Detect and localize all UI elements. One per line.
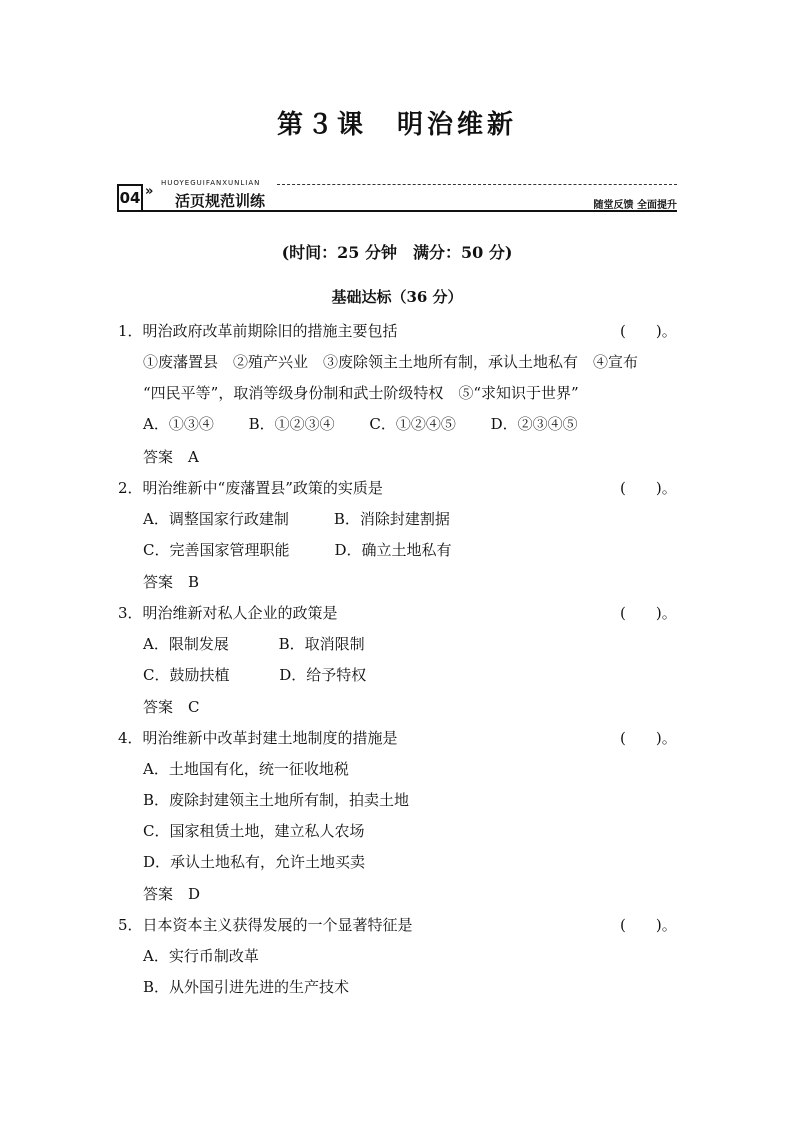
banner-slogan: 随堂反馈 全面提升 <box>593 200 677 211</box>
question-stem: 2．明治维新中“废藩置县”政策的实质是 <box>118 479 383 497</box>
banner-name: 活页规范训练 <box>175 192 266 210</box>
banner-number: 04 <box>117 184 143 212</box>
section-banner <box>117 179 677 212</box>
answer-blank: ( )。 <box>620 479 677 497</box>
question-stem: 1．明治政府改革前期除旧的措施主要包括 <box>118 322 398 340</box>
banner-rule <box>117 210 677 212</box>
answer-line: 答案 A <box>143 448 199 466</box>
question-stem: 5．日本资本主义获得发展的一个显著特征是 <box>118 916 413 934</box>
option-line: A．限制发展 B．取消限制 <box>143 635 365 653</box>
answer-blank: ( )。 <box>620 729 677 747</box>
section-heading: 基础达标（36 分） <box>331 288 463 306</box>
banner-dash-line <box>277 184 677 185</box>
option-line: C．国家租赁土地，建立私人农场 <box>143 822 365 840</box>
option-line: B．从外国引进先进的生产技术 <box>143 978 350 996</box>
option-line: ①废藩置县 ②殖产兴业 ③废除领主土地所有制，承认土地私有 ④宣布 <box>143 353 639 371</box>
question-stem: 4．明治维新中改革封建土地制度的措施是 <box>118 729 398 747</box>
time-info: (时间：25 分钟 满分：50 分) <box>281 243 513 262</box>
option-line: A．调整国家行政建制 B．消除封建割据 <box>143 510 450 528</box>
option-line: C．完善国家管理职能 D．确立土地私有 <box>143 541 452 559</box>
banner-pinyin: HUOYEGUIFANXUNLIAN <box>161 179 261 187</box>
option-line: A．土地国有化，统一征收地税 <box>143 760 349 778</box>
answer-line: 答案 D <box>143 885 201 903</box>
option-line: D．承认土地私有，允许土地买卖 <box>143 853 366 871</box>
option-line: C．鼓励扶植 D．给予特权 <box>143 666 367 684</box>
option-line: A．实行币制改革 <box>143 947 259 965</box>
answer-line: 答案 B <box>143 573 200 591</box>
answer-blank: ( )。 <box>620 322 677 340</box>
page-title: 第３课 明治维新 <box>276 110 517 140</box>
option-line: “四民平等”，取消等级身份制和武士阶级特权 ⑤“求知识于世界” <box>143 384 579 402</box>
question-stem: 3．明治维新对私人企业的政策是 <box>118 604 338 622</box>
option-line: B．废除封建领主土地所有制，拍卖土地 <box>143 791 410 809</box>
answer-blank: ( )。 <box>620 604 677 622</box>
chevron-icon: » <box>145 184 154 199</box>
answer-blank: ( )。 <box>620 916 677 934</box>
option-line: A．①③④ B．①②③④ C．①②④⑤ D．②③④⑤ <box>143 415 578 433</box>
answer-line: 答案 C <box>143 698 200 716</box>
